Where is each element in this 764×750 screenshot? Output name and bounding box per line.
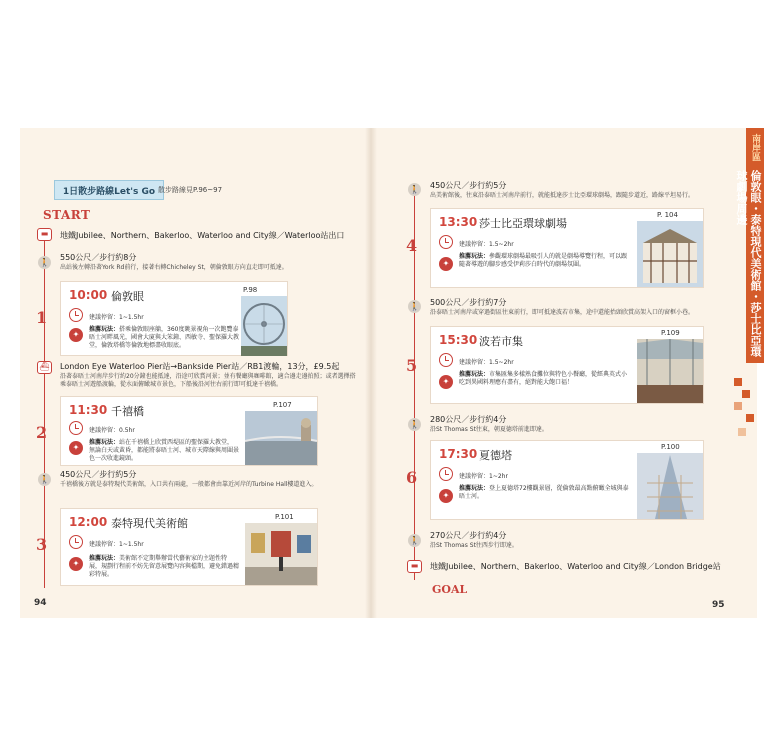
stop-card — [430, 440, 704, 520]
page-reference: P. 104 — [657, 211, 678, 219]
side-chapter-title: 倫敦眼・泰特現代美術館・莎士比亞環球劇場周邊 — [735, 170, 762, 357]
stop-card — [60, 396, 318, 466]
stay-duration: 建議停留：0.5hr — [89, 427, 135, 434]
stop-name: 千禧橋 — [111, 405, 144, 418]
clock-icon — [439, 235, 453, 249]
decor-square — [738, 428, 746, 436]
right-page — [374, 128, 762, 618]
page-reference: P.107 — [273, 401, 292, 409]
stop-time: 12:00 — [69, 515, 108, 529]
recommend-label: 推薦玩法： — [459, 253, 490, 260]
walk-description: 沿泰晤士河南岸或穿過街區往東前行，即可抵達波若市集，途中還能抬頭欣賞高架入口的窗框小巷。 — [430, 309, 695, 316]
stay-duration: 建議停留：1.5~2hr — [459, 359, 514, 366]
walk-icon: 🚶 — [409, 536, 420, 545]
walk-icon: 🚶 — [39, 258, 50, 267]
walk-description: 沿St Thomas St往西步行即達。 — [430, 542, 518, 549]
stop-time: 10:00 — [69, 288, 108, 302]
goal-transport: 地鐵Jubilee、Northern、Bakerloo、Waterloo and City線／London Bridge站 — [430, 562, 721, 571]
page-reference: P.101 — [275, 513, 294, 521]
clock-icon — [69, 535, 83, 549]
recommend-label: 推薦玩法： — [89, 326, 120, 333]
millennium-bridge-photo — [245, 411, 317, 465]
stop-name: 夏德塔 — [479, 449, 512, 462]
recommend-icon: ✦ — [69, 557, 83, 571]
recommend-label: 推薦玩法： — [89, 439, 120, 446]
stop-number: 3 — [36, 535, 48, 554]
route-reference: 散步路線見P.96~97 — [158, 186, 223, 194]
globe-theatre-photo — [637, 221, 703, 287]
book-spread — [20, 128, 762, 618]
decor-square — [734, 402, 742, 410]
metro-icon: ▬ — [37, 228, 52, 241]
walk-description: 沿St Thomas St往東，朝夏德塔前進即達。 — [430, 426, 548, 433]
stop-name: 波若市集 — [479, 335, 523, 348]
shard-photo — [637, 453, 703, 519]
decor-square — [742, 390, 750, 398]
left-page — [20, 128, 368, 618]
stay-duration: 建議停留：1.5~2hr — [459, 241, 514, 248]
stop-name: 倫敦眼 — [111, 290, 144, 303]
page-reference: P.109 — [661, 329, 680, 337]
clock-icon — [69, 308, 83, 322]
london-eye-photo — [241, 296, 287, 356]
walk-description: 出站後左轉沿著York Rd前行，接著右轉Chicheley St，朝倫敦眼方向直走即可抵達。 — [60, 264, 288, 271]
stop-number: 2 — [36, 423, 48, 442]
recommend-text: 美術館不定期舉辦當代藝術家的主題性特展，規劃行程前不妨先留意展覽內容與檔期，避免錯過精彩特展。 — [89, 555, 240, 578]
recommend-icon: ✦ — [439, 375, 453, 389]
recommend-text: 站在千禧橋上欣賞西堤區的聖保羅大教堂，無論白天或黃昏，都能將泰晤士河、城市天際線與周圍景色一次收進鏡頭。 — [89, 439, 240, 462]
walk-icon: 🚶 — [409, 420, 420, 429]
chapter-side-tab — [735, 128, 764, 363]
recommend-icon: ✦ — [439, 257, 453, 271]
walk-distance: 270公尺／步行約4分 — [430, 531, 507, 540]
stop-time: 11:30 — [69, 403, 108, 417]
recommendation — [89, 555, 239, 579]
recommend-icon: ✦ — [69, 441, 83, 455]
recommendation — [89, 326, 239, 350]
walk-description: 千禧橋後方就是泰特現代美術館，入口共有兩處，一般都會由靠近河岸的Turbine Hall樓道進入。 — [60, 481, 318, 488]
clock-icon — [439, 467, 453, 481]
decor-square — [734, 378, 742, 386]
side-area-label: 南岸區 — [750, 134, 760, 161]
walk-icon: 🚶 — [39, 475, 50, 484]
stop-card — [60, 281, 288, 356]
page-reference: P.100 — [661, 443, 680, 451]
recommend-label: 推薦玩法： — [459, 371, 490, 378]
walk-distance: 450公尺／步行約5分 — [60, 470, 137, 479]
stop-name: 泰特現代美術館 — [111, 517, 188, 530]
recommend-text: 登上夏德塔72樓觀景層，從倫敦最高點俯瞰全城與泰晤士河。 — [459, 485, 629, 500]
page-number: 94 — [34, 598, 47, 608]
recommendation — [459, 371, 631, 387]
stop-time: 15:30 — [439, 333, 478, 347]
borough-market-photo — [637, 339, 703, 403]
start-transport: 地鐵Jubilee、Northern、Bakerloo、Waterloo and City線／Waterloo站出口 — [60, 231, 345, 240]
page-reference: P.98 — [243, 286, 258, 294]
recommend-label: 推薦玩法： — [89, 555, 120, 562]
goal-label: GOAL — [432, 583, 468, 596]
walk-description: 出美術館後，往東沿泰晤士河南岸前行，就能抵達莎士比亞環球劇場，跟隨步道近，路線平坦易行。 — [430, 192, 695, 199]
decor-square — [746, 414, 754, 422]
recommend-text: 市集匯集多樣熟食攤位與特色小餐廳，從經典英式小吃到異國料理應有盡有，絕對能大飽口福！ — [459, 371, 628, 386]
stop-number: 6 — [406, 468, 418, 487]
stop-card — [430, 326, 704, 404]
stop-card — [60, 508, 318, 586]
recommend-icon: ✦ — [439, 489, 453, 503]
stop-name: 莎士比亞環球劇場 — [479, 217, 567, 230]
recommend-label: 推薦玩法： — [459, 485, 490, 492]
clock-icon — [69, 421, 83, 435]
stop-time: 13:30 — [439, 215, 478, 229]
walk-distance: 450公尺／步行約5分 — [430, 181, 507, 190]
recommend-text: 參觀環球劇場最吸引人的就是劇場導覽行程，可以跟隨著導遊的腳步感受伊莉莎白時代的劇場氛圍。 — [459, 253, 628, 268]
recommend-icon: ✦ — [69, 328, 83, 342]
recommendation — [459, 253, 631, 269]
walk-distance: 550公尺／步行約8分 — [60, 253, 137, 262]
ferry-icon: ⛴ — [37, 361, 52, 374]
route-header: 1日散步路線Let's Go — [54, 180, 164, 200]
stop-number: 1 — [36, 308, 48, 327]
metro-icon: ▬ — [407, 560, 422, 573]
recommendation — [459, 485, 631, 501]
recommend-text: 搭乘倫敦眼座艙，360度眺景視角一次飽覽泰晤士河畔風光，國會大廈與大笨鐘、西敏寺、聖保羅大教堂，倫敦塔橋等倫敦地標盡收眼底。 — [89, 326, 240, 349]
start-label: START — [43, 208, 91, 222]
recommendation — [89, 439, 239, 463]
stop-number: 4 — [406, 236, 418, 255]
ferry-transport: London Eye Waterloo Pier站→Bankside Pier站／RB1渡輪，13分，£9.5起 — [60, 362, 340, 371]
walk-distance: 500公尺／步行約7分 — [430, 298, 507, 307]
page-number: 95 — [712, 600, 725, 610]
walk-icon: 🚶 — [409, 185, 420, 194]
walk-distance: 280公尺／步行約4分 — [430, 415, 507, 424]
clock-icon — [439, 353, 453, 367]
stay-duration: 建議停留：1~1.5hr — [89, 314, 144, 321]
stop-time: 17:30 — [439, 447, 478, 461]
ferry-description: 沿著泰晤士河南岸步行約20分鐘也能抵達，沿途可欣賞河景；並有餐廳與咖啡館，適合邊走邊拍照；或者選擇搭乘泰晤士河遊船渡輪，從水面俯瞰城市景色，下船後沿河往右前行即可抵達千禧橋。 — [60, 373, 356, 388]
stop-number: 5 — [406, 356, 418, 375]
walk-icon: 🚶 — [409, 302, 420, 311]
stay-duration: 建議停留：1~1.5hr — [89, 541, 144, 548]
tate-modern-photo — [245, 523, 317, 585]
stay-duration: 建議停留：1~2hr — [459, 473, 508, 480]
stop-card — [430, 208, 704, 288]
